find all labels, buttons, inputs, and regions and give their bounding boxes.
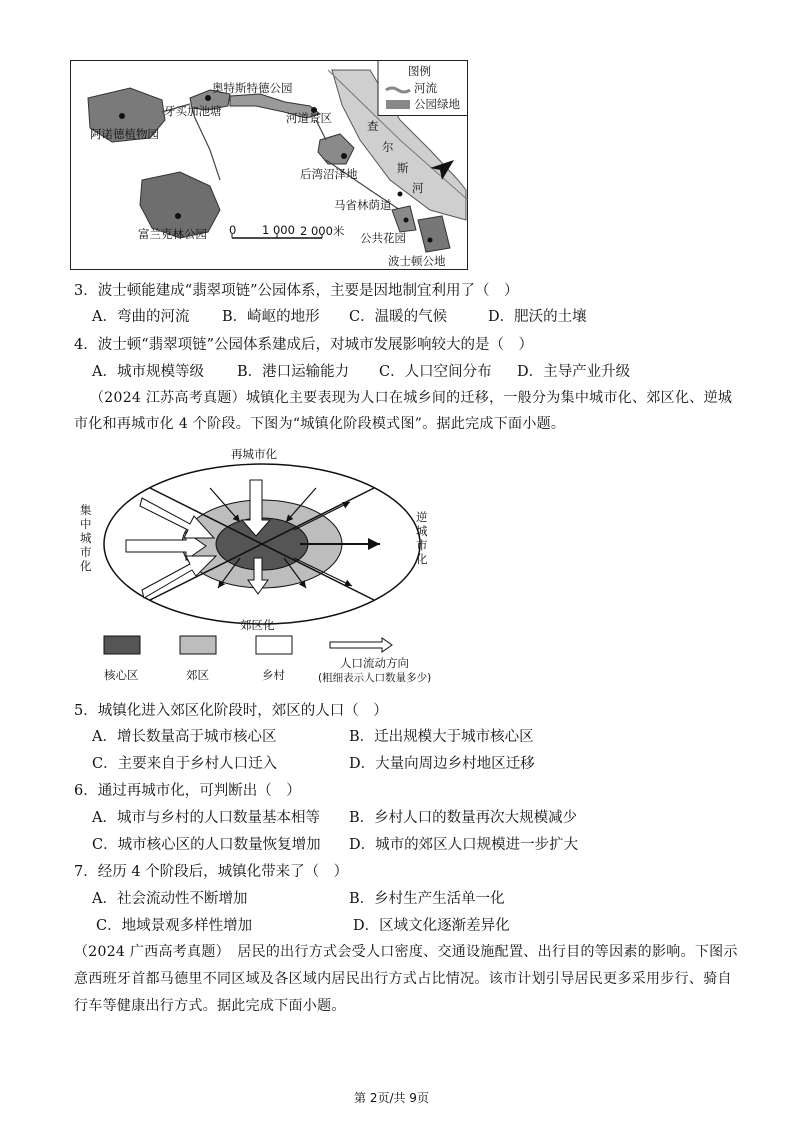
legend-rural-swatch: [256, 636, 292, 654]
legend-suburb-swatch: [180, 636, 216, 654]
q3-option-a: A．弯曲的河流: [92, 309, 190, 325]
label-boston-common: 波士顿公地: [388, 254, 446, 268]
q6-option-a: A．城市与乡村的人口数量基本相等: [92, 810, 320, 826]
q5-option-a: A．增长数量高于城市核心区: [92, 729, 277, 745]
river-name-char-1: 查: [367, 119, 379, 133]
q4-option-b: B．港口运输能力: [237, 364, 350, 380]
legend-arrow-note: (粗细表示人口数量多少): [318, 672, 432, 684]
scale-tick-0: 0: [229, 223, 237, 237]
q3-stem: 3．波士顿能建成“翡翠项链”公园体系，主要是因地制宜利用了（ ）: [74, 283, 519, 299]
q4-option-d: D．主导产业升级: [517, 364, 631, 380]
label-jamaica-pond: 牙买加池塘: [164, 104, 222, 118]
legend-park-label: 公园绿地: [414, 97, 460, 111]
legend-flow-arrow-icon: [330, 638, 392, 652]
diagram-label-bottom: 郊区化: [240, 618, 275, 632]
label-riverway: 河道景区: [286, 111, 332, 125]
legend-core-label: 核心区: [104, 668, 139, 682]
q7-option-a: A．社会流动性不断增加: [92, 891, 248, 907]
q6-option-d: D．城市的郊区人口规模进一步扩大: [349, 837, 579, 853]
legend-rural-label: 乡村: [262, 668, 285, 682]
urbanization-stage-diagram: [90, 440, 440, 685]
q6-option-b: B．乡村人口的数量再次大规模减少: [349, 810, 578, 826]
legend-suburb-label: 郊区: [186, 668, 209, 682]
q5-option-c: C．主要来自于乡村人口迁入: [92, 756, 278, 772]
intro-guangxi-line3: 行车等健康出行方式。据此完成下面小题。: [74, 998, 346, 1014]
label-back-bay-fens: 后湾沼泽地: [300, 167, 358, 181]
legend-core-swatch: [104, 636, 140, 654]
q5-option-d: D．大量向周边乡村地区迁移: [349, 756, 535, 772]
q3-option-d: D．肥沃的土壤: [488, 309, 587, 325]
q7-option-c: C．地域景观多样性增加: [96, 918, 253, 934]
q6-stem: 6．通过再城市化，可判断出（ ）: [74, 783, 301, 799]
intro-jiangsu-line2: 市化和再城市化 4 个阶段。下图为“城镇化阶段模式图”。据此完成下面小题。: [74, 416, 566, 432]
diagram-label-top: 再城市化: [231, 447, 277, 461]
legend-title: 图例: [408, 64, 431, 78]
q5-option-b: B．迁出规模大于城市核心区: [349, 729, 534, 745]
q4-option-c: C．人口空间分布: [379, 364, 492, 380]
q7-stem: 7．经历 4 个阶段后，城镇化带来了（ ）: [74, 864, 349, 880]
q5-stem: 5．城镇化进入郊区化阶段时，郊区的人口（ ）: [74, 703, 388, 719]
river-name-char-4: 河: [412, 181, 424, 195]
scale-tick-2000: 2 000米: [300, 224, 345, 238]
q7-option-d: D．区域文化逐渐差异化: [353, 918, 510, 934]
q3-option-b: B．崎岖的地形: [222, 309, 320, 325]
label-olmsted-park: 奥特斯特德公园: [212, 81, 293, 95]
q7-option-b: B．乡村生产生活单一化: [349, 891, 505, 907]
q6-option-c: C．城市核心区的人口数量恢复增加: [92, 837, 321, 853]
label-arnold-arboretum: 阿诺德植物园: [90, 127, 159, 141]
label-commonwealth-mall: 马省林荫道: [334, 198, 392, 212]
legend-river-label: 河流: [414, 81, 437, 95]
diagram-label-right: 逆 城 市 化: [416, 510, 428, 566]
legend-arrow-label: 人口流动方向: [340, 656, 409, 670]
label-public-garden: 公共花园: [360, 231, 406, 245]
q4-option-a: A．城市规模等级: [92, 364, 204, 380]
q3-option-c: C．温暖的气候: [349, 309, 448, 325]
intro-jiangsu-line1: （2024 江苏高考真题）城镇化主要表现为人口在城乡间的迁移，一般分为集中城市化、郊区化、逆城: [90, 390, 733, 406]
river-name-char-3: 斯: [397, 161, 409, 175]
q4-stem: 4．波士顿“翡翠项链”公园体系建成后，对城市发展影响较大的是（ ）: [74, 337, 534, 353]
label-franklin-park: 富兰克林公园: [138, 227, 207, 241]
intro-guangxi-line2: 意西班牙首都马德里不同区域及各区域内居民出行方式占比情况。该市计划引导居民更多采用步行、骑自: [74, 971, 732, 987]
river-name-char-2: 尔: [382, 140, 394, 154]
page-footer: 第 2页/共 9页: [354, 1091, 429, 1105]
intro-guangxi-line1: （2024 广西高考真题） 居民的出行方式会受人口密度、交通设施配置、出行目的等因素的影响。下图示: [74, 944, 738, 960]
diagram-label-left: 集 中 城 市 化: [80, 503, 92, 573]
scale-tick-1000: 1 000: [262, 223, 295, 237]
